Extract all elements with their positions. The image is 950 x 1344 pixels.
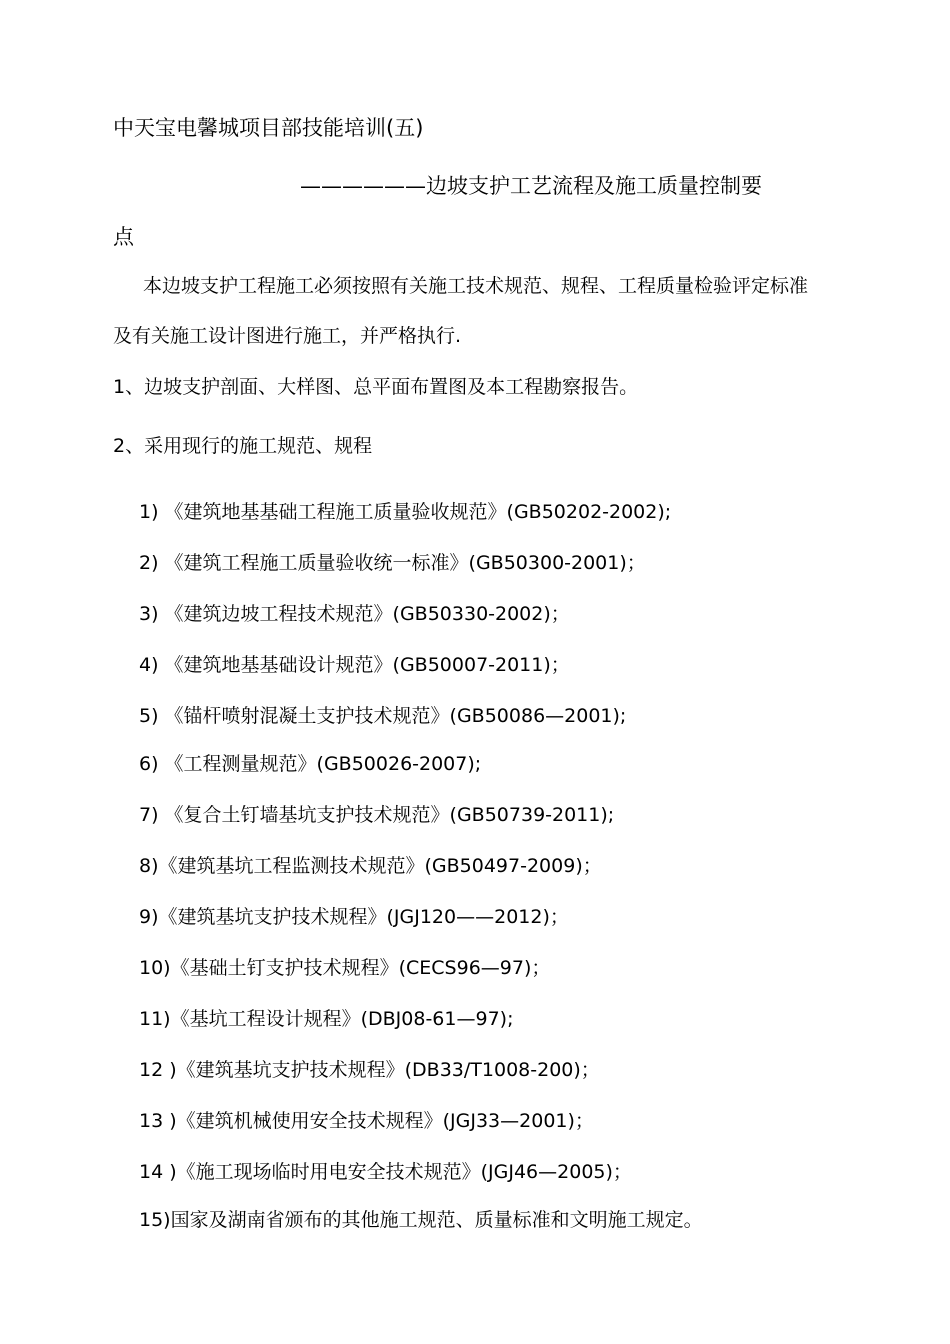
standard-item-13: 13 )《建筑机械使用安全技术规程》(JGJ33—2001)； [139, 1110, 594, 1132]
document-title: 中天宝电馨城项目部技能培训(五) [113, 116, 424, 140]
standard-item-11: 11)《基坑工程设计规程》(DBJ08-61—97); [139, 1008, 514, 1030]
standard-item-9: 9)《建筑基坑支护技术规程》(JGJ120——2012)； [139, 906, 569, 928]
standard-item-1: 1) 《建筑地基基础工程施工质量验收规范》(GB50202-2002); [139, 501, 672, 523]
standard-item-2: 2) 《建筑工程施工质量验收统一标准》(GB50300-2001)； [139, 552, 646, 574]
intro-paragraph-line-1: 本边坡支护工程施工必须按照有关施工技术规范、规程、工程质量检验评定标准 [143, 275, 809, 297]
standard-item-7: 7) 《复合土钉墙基坑支护技术规范》(GB50739-2011); [139, 804, 615, 826]
document-subtitle-continuation: 点 [113, 225, 134, 249]
basis-item-1: 1、边坡支护剖面、大样图、总平面布置图及本工程勘察报告。 [113, 376, 639, 398]
standard-item-10: 10)《基础土钉支护技术规程》(CECS96—97)； [139, 957, 551, 979]
standard-item-5: 5) 《锚杆喷射混凝土支护技术规范》(GB50086—2001); [139, 705, 627, 727]
standard-item-6: 6) 《工程测量规范》(GB50026-2007); [139, 753, 482, 775]
basis-item-2: 2、采用现行的施工规范、规程 [113, 435, 373, 457]
standard-item-3: 3) 《建筑边坡工程技术规范》(GB50330-2002)； [139, 603, 570, 625]
standard-item-8: 8)《建筑基坑工程监测技术规范》(GB50497-2009)； [139, 855, 602, 877]
standard-item-15: 15)国家及湖南省颁布的其他施工规范、质量标准和文明施工规定。 [139, 1209, 703, 1231]
standard-item-14: 14 )《施工现场临时用电安全技术规范》(JGJ46—2005)； [139, 1161, 632, 1183]
standard-item-4: 4) 《建筑地基基础设计规范》(GB50007-2011)； [139, 654, 570, 676]
intro-paragraph-line-2: 及有关施工设计图进行施工，并严格执行. [113, 325, 462, 347]
standard-item-12: 12 )《建筑基坑支护技术规程》(DB33/T1008-200)； [139, 1059, 600, 1081]
document-subtitle: ——————边坡支护工艺流程及施工质量控制要 [300, 174, 762, 198]
